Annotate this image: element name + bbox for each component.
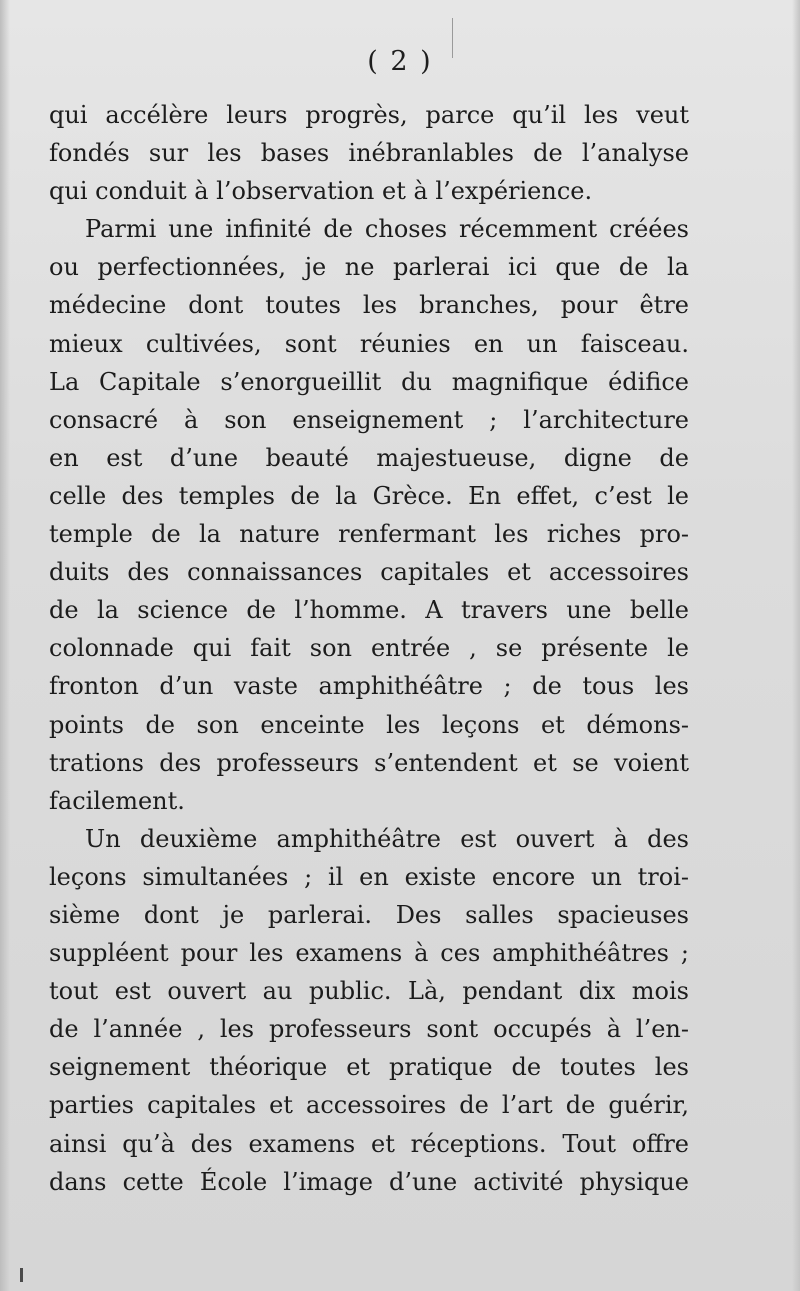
paragraph-1 (49, 96, 689, 210)
text-line: sième dont je parlerai. Des salles spacieuses (49, 900, 689, 929)
text-line: tout est ouvert au public. Là, pendant dix mois (49, 977, 689, 1006)
page-number: ( 2 ) (367, 46, 433, 77)
page-edge-shadow-left (0, 0, 10, 1291)
page-edge-shadow-right (792, 0, 800, 1291)
text-line: fronton d’un vaste amphithéâtre ; de tous les (49, 672, 689, 701)
text-line: ou perfectionnées, je ne parlerai ici que de la (49, 253, 689, 282)
text-line: La Capitale s’enorgueillit du magnifique édifice (49, 367, 689, 396)
text-line: temple de la nature renfermant les riches pro- (49, 520, 689, 549)
text-line: consacré à son enseignement ; l’architecture (49, 405, 689, 434)
scan-speck (452, 18, 453, 58)
paragraph-3 (49, 820, 689, 1201)
text-line: de l’année , les professeurs sont occupés à l’en- (49, 1015, 689, 1044)
text-line: qui conduit à l’observation et à l’expérience. (49, 177, 593, 206)
text-line: dans cette École l’image d’une activité physique (49, 1167, 689, 1196)
text-line: points de son enceinte les leçons et démons- (49, 710, 689, 739)
text-line: celle des temples de la Grèce. En effet, c’est le (49, 481, 689, 510)
text-line: Parmi une infinité de choses récemment créées (85, 215, 689, 244)
text-line: médecine dont toutes les branches, pour être (49, 291, 689, 320)
scan-speck (20, 1268, 23, 1282)
text-line: mieux cultivées, sont réunies en un faisceau. (49, 329, 689, 358)
text-line: en est d’une beauté majestueuse, digne de (49, 443, 689, 472)
paragraph-2 (49, 210, 689, 820)
text-line: ainsi qu’à des examens et réceptions. Tout offre (49, 1129, 689, 1158)
text-line: leçons simultanées ; il en existe encore un troi- (49, 862, 689, 891)
text-line: colonnade qui fait son entrée , se présente le (49, 634, 689, 663)
text-line: facilement. (49, 786, 185, 815)
text-line: suppléent pour les examens à ces amphithéâtres ; (49, 939, 689, 968)
text-line: qui accélère leurs progrès, parce qu’il les veut (49, 101, 689, 129)
body-text (49, 96, 689, 1201)
text-line: trations des professeurs s’entendent et se voient (49, 748, 689, 777)
text-line: fondés sur les bases inébranlables de l’analyse (49, 139, 689, 168)
text-line: de la science de l’homme. A travers une belle (49, 596, 689, 625)
text-line: parties capitales et accessoires de l’art de guérir, (49, 1091, 689, 1120)
text-line: Un deuxième amphithéâtre est ouvert à des (85, 824, 689, 853)
text-line: seignement théorique et pratique de toutes les (49, 1053, 689, 1082)
text-line: duits des connaissances capitales et accessoires (49, 558, 689, 587)
